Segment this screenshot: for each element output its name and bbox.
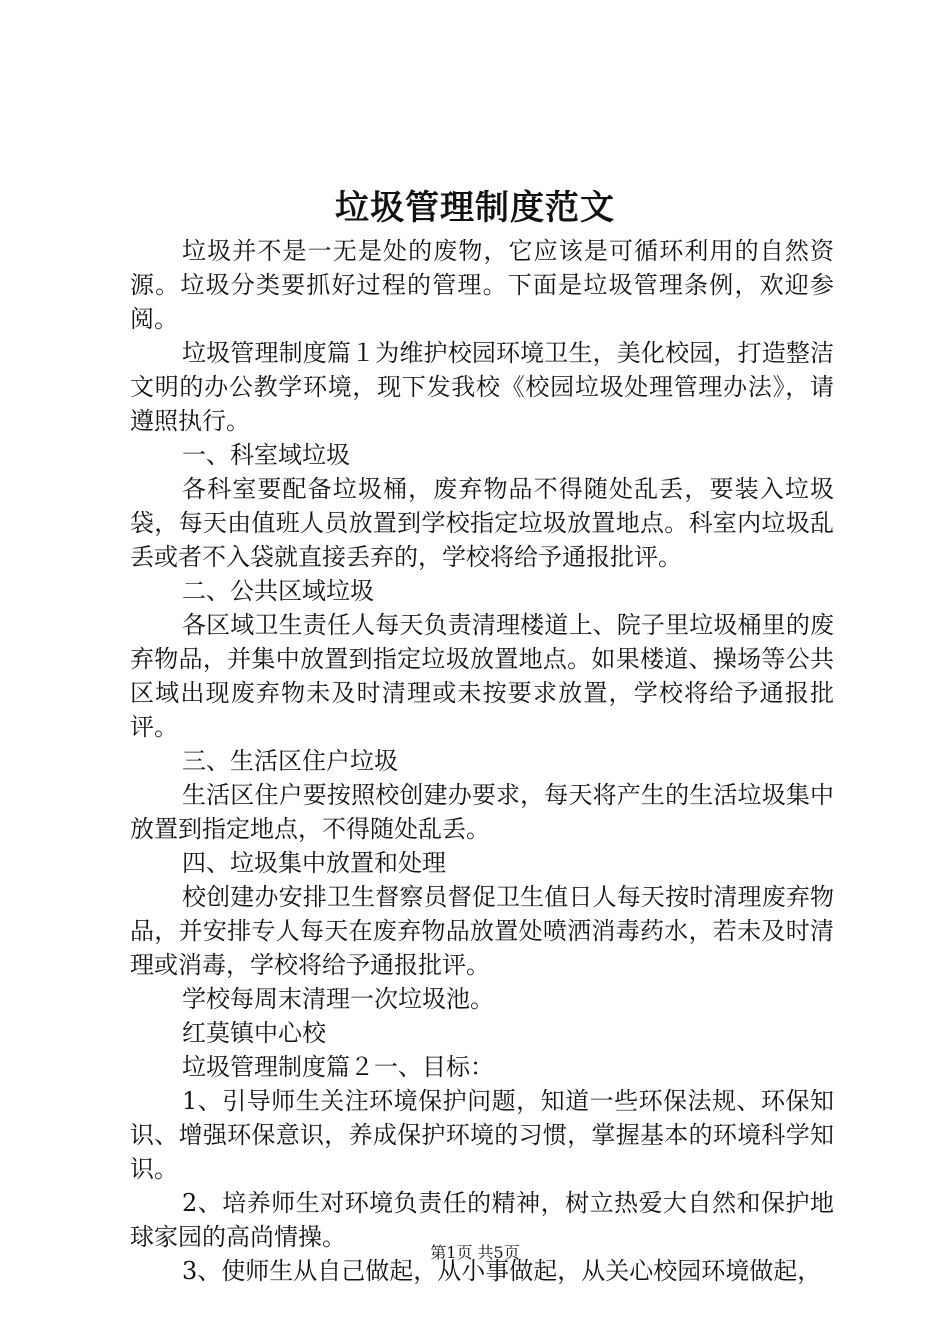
paragraph-goal-3: 3、使师生从自己做起，从小事做起，从关心校园环境做起， <box>182 1257 822 1285</box>
paragraph-intro: 垃圾并不是一无是处的废物，它应该是可循环利用的自然资源。垃圾分类要抓好过程的管理。下面是垃圾管理条例，欢迎参阅。 <box>130 237 834 333</box>
paragraph-goal-1: 1、引导师生关注环境保护问题，知道一些环保法规、环保知识、增强环保意识，养成保护环境的习惯，掌握基本的环境科学知识。 <box>130 1087 834 1183</box>
page-number-footer: 第1页 共5页 <box>430 1243 520 1262</box>
document-body <box>130 234 834 1288</box>
paragraph-school-name: 红莫镇中心校 <box>182 1019 326 1047</box>
heading-waste-collection: 四、垃圾集中放置和处理 <box>182 849 446 877</box>
document-title: 垃圾管理制度范文 <box>335 188 615 228</box>
heading-policy-2-goals: 垃圾管理制度篇２一、目标： <box>182 1053 494 1081</box>
paragraph-policy-1-intro: 垃圾管理制度篇１为维护校园环境卫生，美化校园，打造整洁文明的办公教学环境，现下发我校《校园垃圾处理管理办法》，请遵照执行。 <box>130 339 834 435</box>
paragraph-office-waste: 各科室要配备垃圾桶，废弃物品不得随处乱丢，要装入垃圾袋，每天由值班人员放置到学校指定垃圾放置地点。科室内垃圾乱丢或者不入袋就直接丢弃的，学校将给予通报批评。 <box>130 475 834 571</box>
paragraph-goal-2: 2、培养师生对环境负责任的精神，树立热爱大自然和保护地球家园的高尚情操。 <box>130 1189 834 1251</box>
paragraph-residential-waste: 生活区住户要按照校创建办要求，每天将产生的生活垃圾集中放置到指定地点，不得随处乱丢。 <box>130 781 834 843</box>
paragraph-weekly-cleaning: 学校每周末清理一次垃圾池。 <box>182 985 494 1013</box>
heading-public-area-waste: 二、公共区域垃圾 <box>182 577 374 605</box>
paragraph-public-area-waste: 各区域卫生责任人每天负责清理楼道上、院子里垃圾桶里的废弃物品，并集中放置到指定垃圾放置地点。如果楼道、操场等公共区域出现废弃物未及时清理或未按要求放置，学校将给予通报批评。 <box>130 611 834 741</box>
heading-residential-waste: 三、生活区住户垃圾 <box>182 747 398 775</box>
paragraph-waste-collection: 校创建办安排卫生督察员督促卫生值日人每天按时清理废弃物品，并安排专人每天在废弃物品放置处喷洒消毒药水，若未及时清理或消毒，学校将给予通报批评。 <box>130 883 834 979</box>
heading-office-waste: 一、科室域垃圾 <box>182 441 350 469</box>
